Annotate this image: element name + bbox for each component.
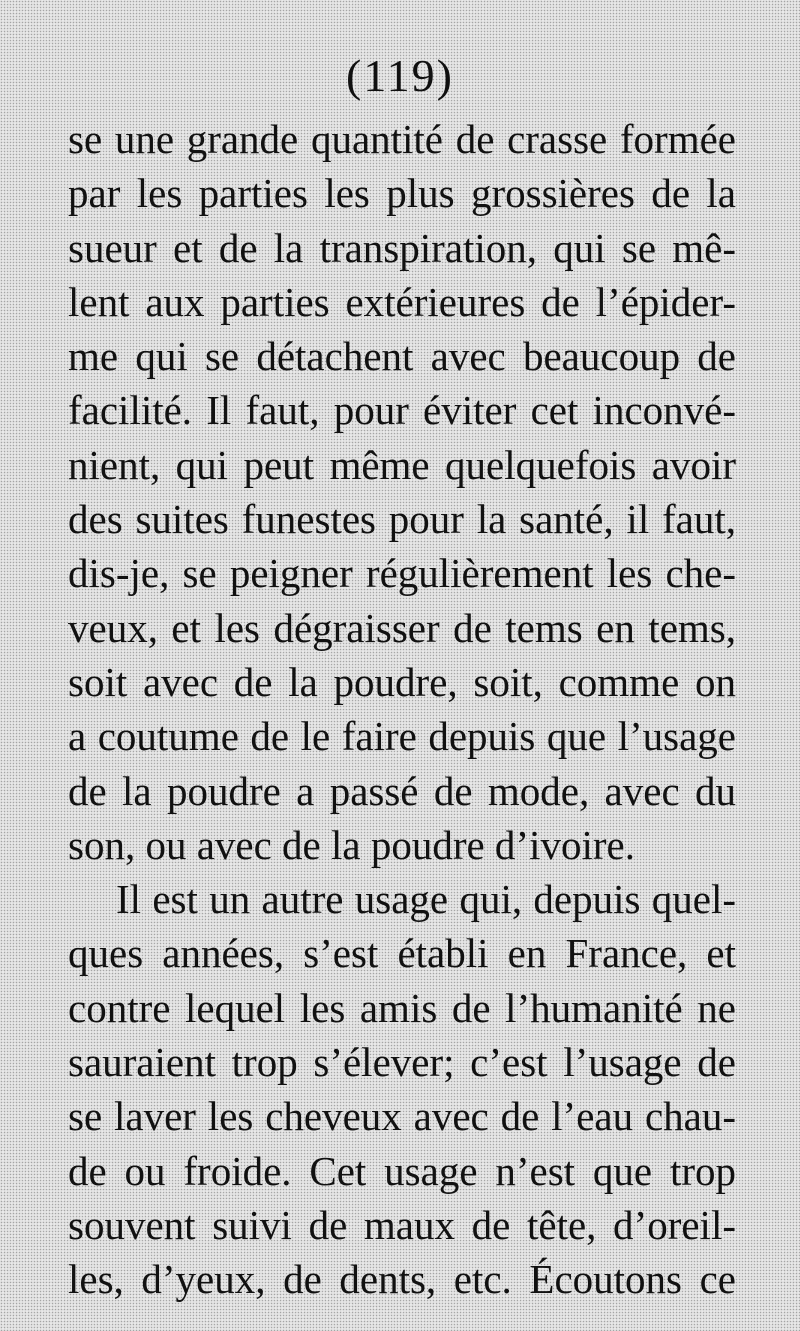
text-line: contre lequel les amis de l’humanité ne [68, 984, 736, 1031]
text-line: veux, et les dégraisser de tems en tems, [68, 604, 736, 651]
text-line: facilité. Il faut, pour éviter cet inconvé- [68, 387, 736, 434]
text-line: son, ou avec de la poudre d’ivoire. [68, 821, 635, 868]
text-line: me qui se détachent avec beaucoup de [68, 333, 736, 380]
body-text [68, 112, 736, 1307]
text-line: nient, qui peut même quelquefois avoir [68, 441, 736, 488]
text-line: se une grande quantité de crasse formée [68, 116, 736, 162]
text-line: a coutume de le faire depuis que l’usage [68, 713, 736, 760]
paragraph [68, 112, 736, 872]
paragraph [68, 872, 736, 1306]
page-number: (119) [346, 50, 454, 101]
text-line: lent aux parties extérieures de l’épider- [68, 278, 736, 325]
text-line: par les parties les plus grossières de la [68, 170, 736, 217]
text-line: des suites funestes pour la santé, il faut, [68, 496, 736, 543]
text-line: de ou froide. Cet usage n’est que trop [68, 1147, 736, 1194]
text-line: soit avec de la poudre, soit, comme on [68, 658, 736, 705]
text-line: souvent suivi de maux de tête, d’oreil- [68, 1201, 736, 1248]
text-line: ques années, s’est établi en France, et [68, 930, 736, 977]
text-line: Il est un autre usage qui, depuis quel- [116, 876, 736, 923]
text-line: se laver les cheveux avec de l’eau chau- [68, 1093, 736, 1140]
text-line: dis-je, se peigner régulièrement les che- [68, 550, 736, 597]
text-line: sauraient trop s’élever; c’est l’usage de [68, 1039, 736, 1086]
text-line: les, d’yeux, de dents, etc. Écoutons ce [68, 1256, 736, 1303]
text-line: sueur et de la transpiration, qui se mê- [68, 224, 736, 271]
text-line: de la poudre a passé de mode, avec du [68, 767, 736, 814]
